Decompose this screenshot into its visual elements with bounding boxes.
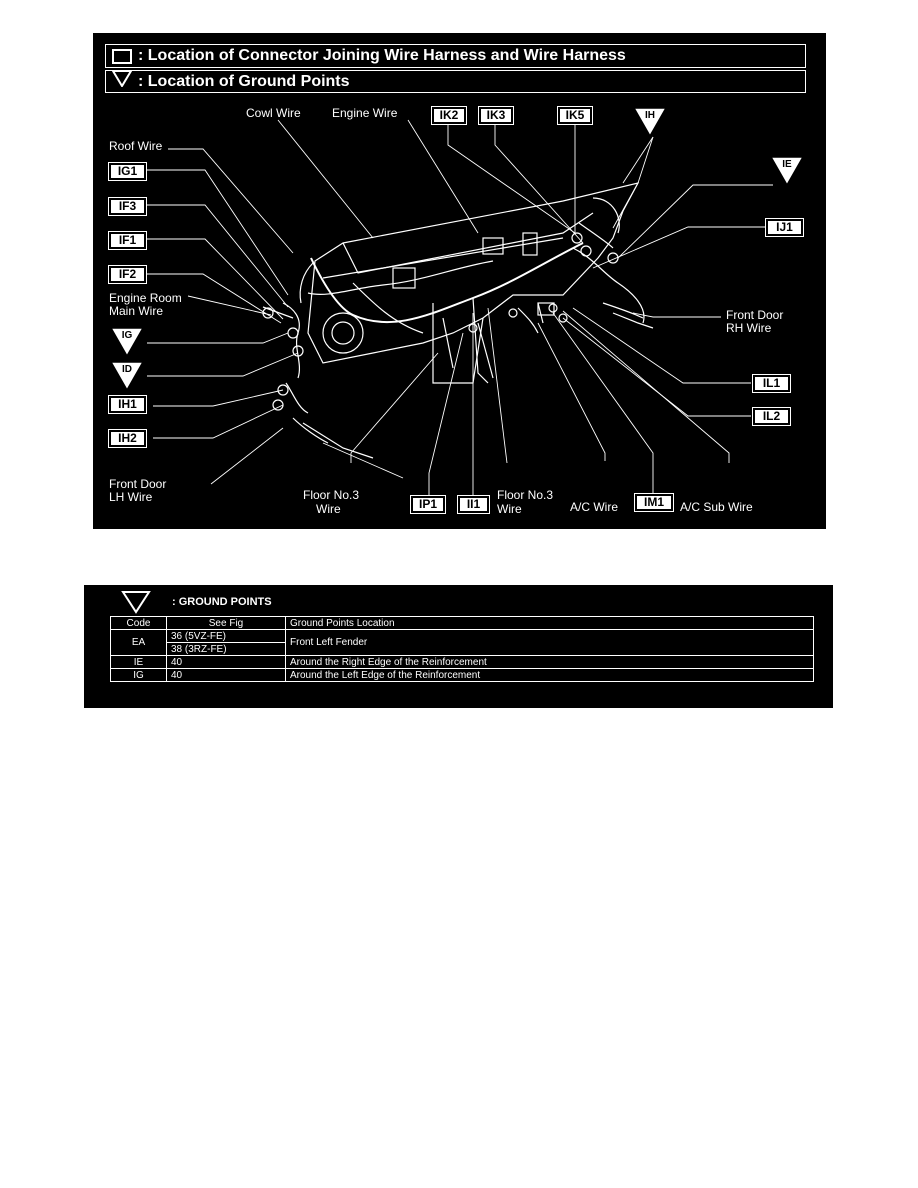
front-door-rh-wire-label-line1: Front Door: [726, 308, 784, 322]
ground-points-table: [110, 616, 814, 682]
row-location-cell: Around the Left Edge of the Reinforcement: [286, 669, 814, 682]
connector-im1-tag: IM1: [635, 494, 673, 511]
floor-no3-wire-b-label-line2: Wire: [497, 502, 522, 516]
legend-connector-text: : Location of Connector Joining Wire Harness and Wire Harness: [138, 47, 626, 64]
table-row: [111, 669, 814, 682]
engine-room-main-wire-label-line1: Engine Room: [109, 291, 182, 305]
see-fig-column-header: See Fig: [167, 617, 286, 630]
row-location-cell: Front Left Fender: [286, 630, 814, 656]
table-header-row: [111, 617, 814, 630]
row-code-cell: IG: [111, 669, 167, 682]
connector-if3-tag: IF3: [109, 198, 146, 215]
connector-ih2-tag: IH2: [109, 430, 146, 447]
connector-if1-tag: IF1: [109, 232, 146, 249]
connector-ik3-tag: IK3: [479, 107, 513, 124]
row-code-cell: EA: [111, 630, 167, 656]
connector-ih1-tag: IH1: [109, 396, 146, 413]
floor-no3-wire-a-label-line1: Floor No.3: [303, 488, 360, 502]
row-code-cell: IE: [111, 656, 167, 669]
ground-ie-label: IE: [782, 159, 792, 170]
engine-wire-label: Engine Wire: [332, 106, 398, 120]
ground-ih-marker: [633, 107, 667, 137]
cowl-wire-label: Cowl Wire: [246, 106, 301, 120]
ground-points-title: : GROUND POINTS: [172, 596, 272, 608]
engine-room-main-wire-label-line2: Main Wire: [109, 304, 164, 318]
row-fig-cell: 36 (5VZ-FE): [167, 630, 286, 643]
row-fig-cell: 40: [167, 656, 286, 669]
ground-ie-marker: [770, 156, 804, 186]
front-door-lh-wire-label-line1: Front Door: [109, 477, 167, 491]
ground-points-panel: [84, 585, 833, 708]
row-fig-cell: 40: [167, 669, 286, 682]
ground-triangle-icon: [121, 590, 151, 614]
ground-ig-marker: [110, 327, 144, 357]
legend-ground-text: : Location of Ground Points: [138, 72, 350, 90]
floor-no3-wire-a-label-line2: Wire: [316, 502, 341, 516]
ground-id-label: ID: [122, 364, 132, 375]
ground-id-marker: [110, 361, 144, 391]
connector-ij1-tag: IJ1: [766, 219, 803, 236]
table-row: [111, 656, 814, 669]
front-door-lh-wire-label-line2: LH Wire: [109, 490, 153, 504]
roof-wire-label: Roof Wire: [109, 139, 163, 153]
floor-no3-wire-b-label-line1: Floor No.3: [497, 488, 554, 502]
connector-il1-tag: IL1: [753, 375, 790, 392]
ground-ih-label: IH: [645, 110, 655, 121]
connector-ip1-tag: IP1: [411, 496, 445, 513]
connector-if2-tag: IF2: [109, 266, 146, 283]
connector-il2-tag: IL2: [753, 408, 790, 425]
connector-ik2-tag: IK2: [432, 107, 466, 124]
location-column-header: Ground Points Location: [286, 617, 814, 630]
table-row: [111, 630, 814, 643]
connector-ii1-tag: II1: [458, 496, 489, 513]
wiring-diagram-panel: [93, 33, 826, 529]
connector-ig1-tag: IG1: [109, 163, 146, 180]
ground-ig-label: IG: [121, 330, 133, 341]
front-door-rh-wire-label-line2: RH Wire: [726, 321, 772, 335]
ac-sub-wire-label: A/C Sub Wire: [680, 500, 753, 514]
row-fig-cell: 38 (3RZ-FE): [167, 643, 286, 656]
connector-ik5-tag: IK5: [558, 107, 592, 124]
code-column-header: Code: [111, 617, 167, 630]
row-location-cell: Around the Right Edge of the Reinforcement: [286, 656, 814, 669]
ac-wire-label: A/C Wire: [570, 500, 618, 514]
